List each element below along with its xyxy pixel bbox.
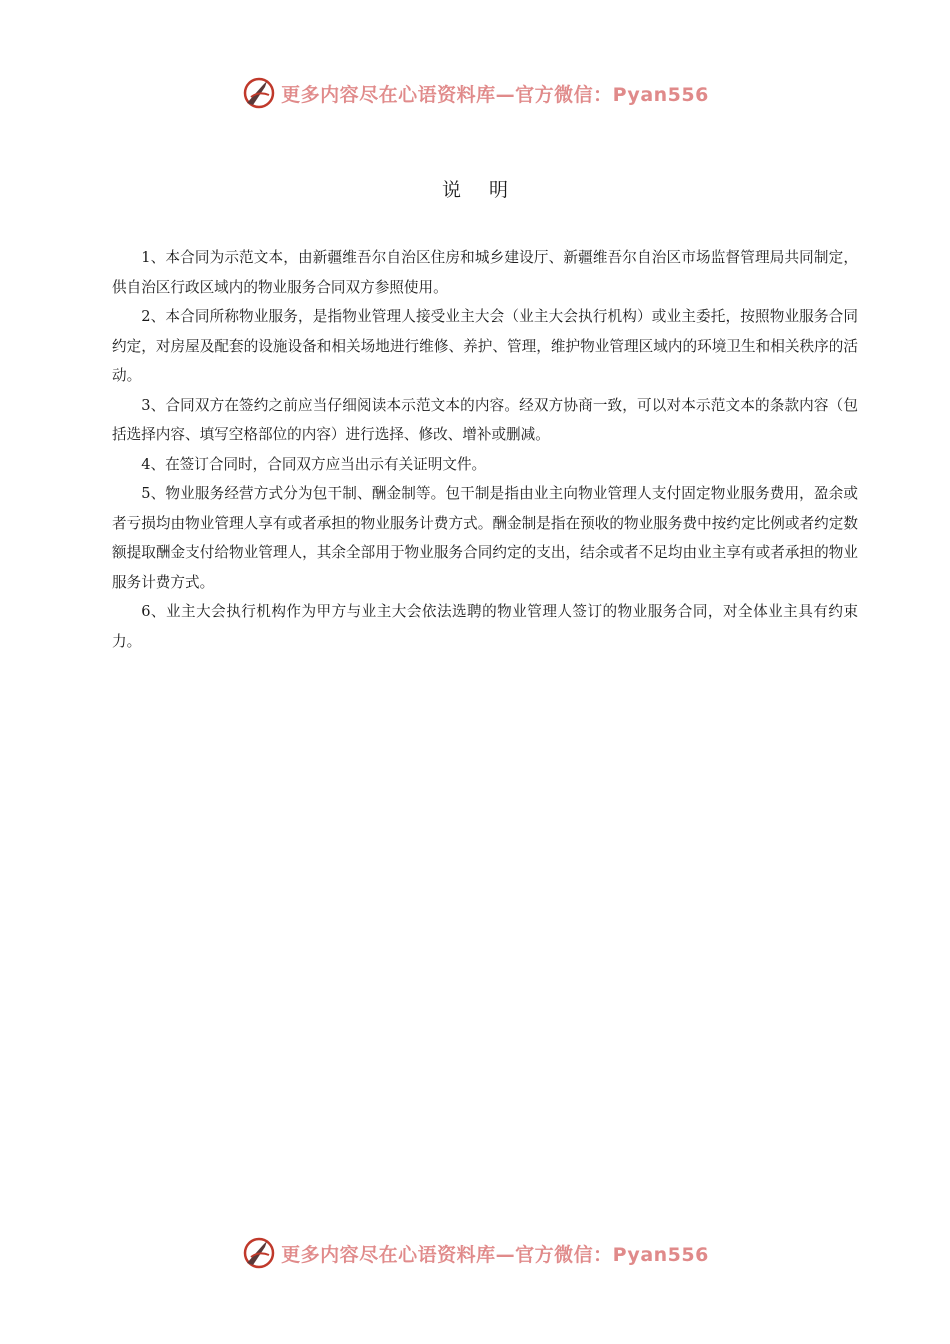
document-body	[112, 243, 858, 656]
paragraph-5: 5、物业服务经营方式分为包干制、酬金制等。包干制是指由业主向物业管理人支付固定物业服务费用，盈余或者亏损均由物业管理人享有或者承担的物业服务计费方式。酬金制是指在预收的物业服务费中按约定比例或者约定数额提取酬金支付给物业管理人，其余全部用于物业服务合同约定的支出，结余或者不足均由业主享有或者承担的物业服务计费方式。	[112, 485, 858, 591]
watermark-text-bottom: 更多内容尽在心语资料库—官方微信：Pyan556	[281, 1243, 709, 1266]
paragraph-2: 2、本合同所称物业服务，是指物业管理人接受业主大会（业主大会执行机构）或业主委托，按照物业服务合同约定，对房屋及配套的设施设备和相关场地进行维修、养护、管理，维护物业管理区域内的环境卫生和相关秩序的活动。	[112, 308, 858, 384]
brand-logo-icon	[241, 1235, 277, 1271]
paragraph-1: 1、本合同为示范文本，由新疆维吾尔自治区住房和城乡建设厅、新疆维吾尔自治区市场监督管理局共同制定，供自治区行政区域内的物业服务合同双方参照使用。	[112, 249, 858, 296]
watermark-text-top: 更多内容尽在心语资料库—官方微信：Pyan556	[281, 83, 709, 106]
paragraph-6: 6、业主大会执行机构作为甲方与业主大会依法选聘的物业管理人签订的物业服务合同，对全体业主具有约束力。	[112, 603, 858, 650]
brand-logo-icon	[241, 75, 277, 111]
watermark-banner-top	[0, 71, 950, 115]
page-title: 说明	[441, 179, 536, 201]
paragraph-3: 3、合同双方在签约之前应当仔细阅读本示范文本的内容。经双方协商一致，可以对本示范文本的条款内容（包括选择内容、填写空格部位的内容）进行选择、修改、增补或删减。	[112, 396, 858, 443]
watermark-banner-bottom	[0, 1231, 950, 1275]
paragraph-4: 4、在签订合同时，合同双方应当出示有关证明文件。	[141, 455, 487, 473]
